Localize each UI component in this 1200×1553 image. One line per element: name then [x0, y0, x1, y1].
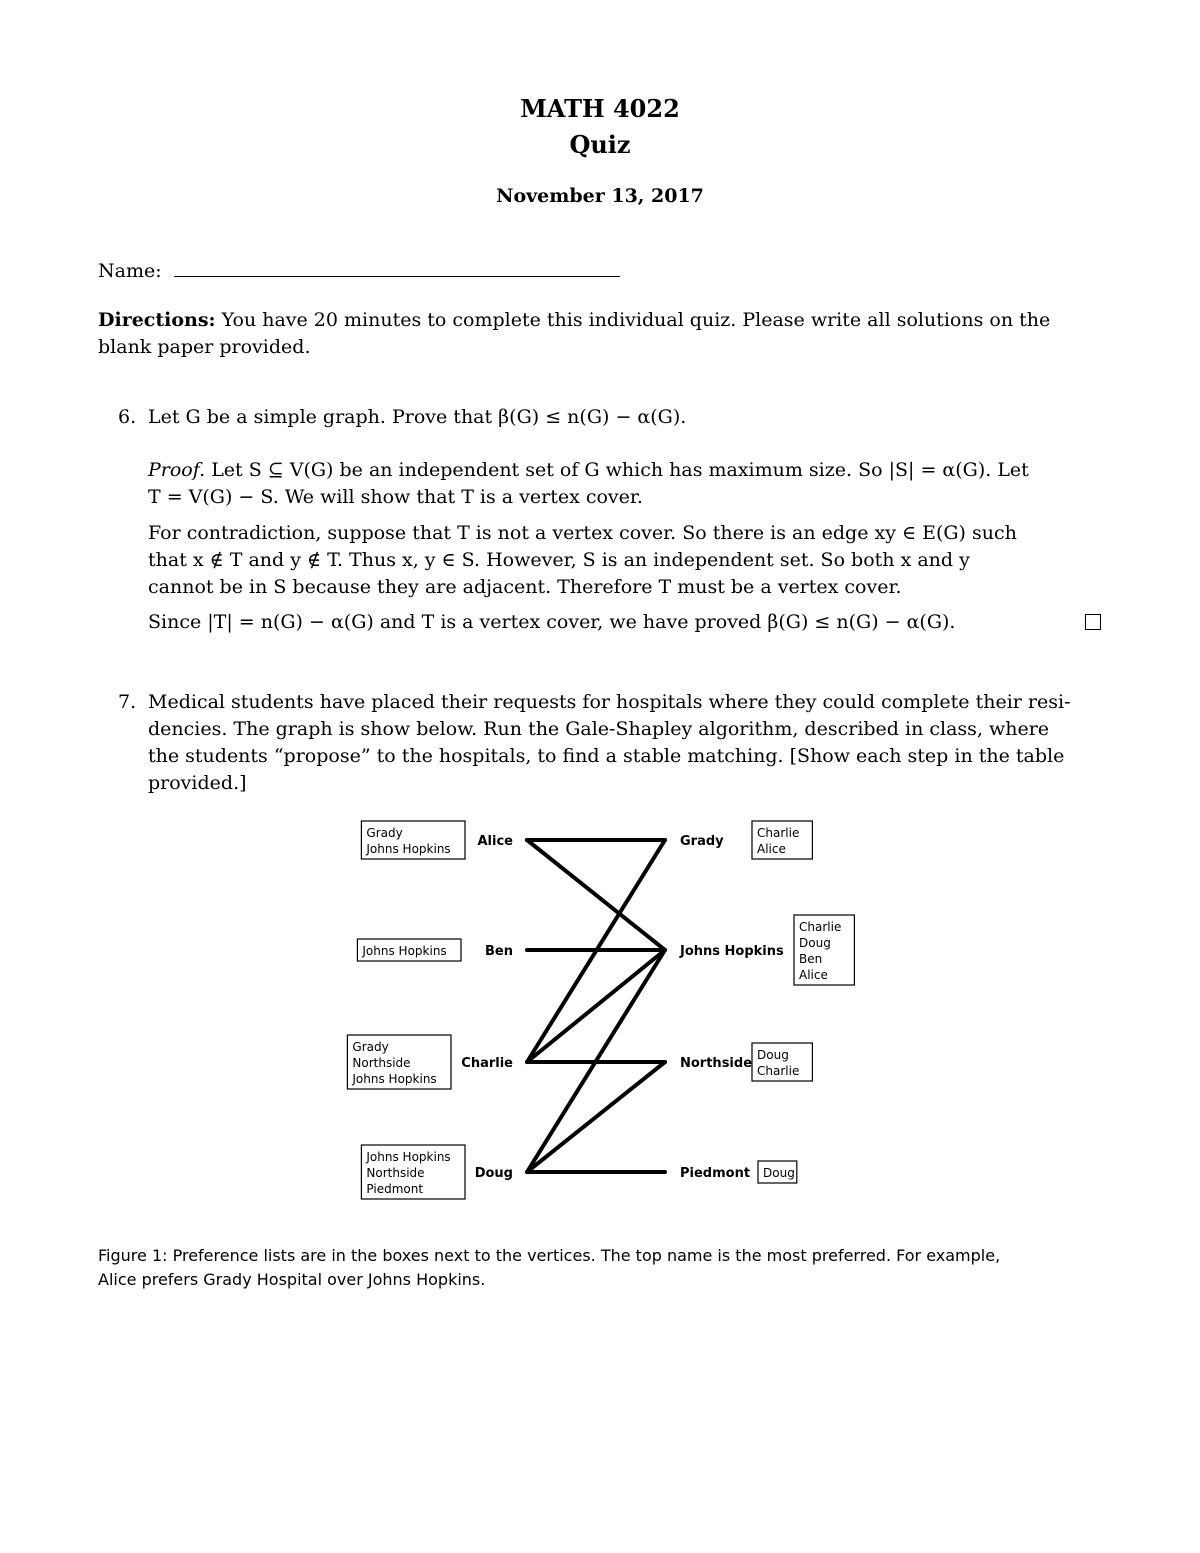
edge-charlie-johns-hopkins — [527, 950, 665, 1062]
directions-line-2: blank paper provided. — [98, 336, 311, 358]
hospital-vertex-northside: Northside — [680, 1056, 753, 1071]
hospital-vertex-johns-hopkins: Johns Hopkins — [680, 944, 784, 959]
figure-caption — [98, 1244, 1103, 1292]
pref-item: Northside — [366, 1166, 425, 1180]
pref-item: Charlie — [799, 920, 842, 934]
proof-text-1: Let S ⊆ V(G) be an independent set of G which has maximum size. So |S| = α(G). Let — [211, 459, 1029, 481]
pref-item: Charlie — [757, 826, 800, 840]
pref-box-ben — [357, 939, 461, 961]
proof-label: Proof. — [148, 459, 206, 481]
pref-item: Johns Hopkins — [362, 944, 447, 958]
pref-item: Doug — [757, 1048, 789, 1062]
directions-label: Directions: — [98, 309, 216, 331]
pref-item: Johns Hopkins — [366, 842, 451, 856]
q6-statement: Let G be a simple graph. Prove that β(G) ≤ n(G) − α(G). — [148, 406, 687, 428]
pref-item: Johns Hopkins — [366, 1150, 451, 1164]
name-label: Name: — [98, 260, 162, 282]
pref-item: Alice — [757, 842, 786, 856]
pref-box-northside — [752, 1043, 812, 1081]
proof-line-2: T = V(G) − S. We will show that T is a vertex cover. — [148, 486, 643, 508]
pref-item: Grady — [366, 826, 403, 840]
hospital-vertex-piedmont: Piedmont — [680, 1166, 751, 1181]
pref-box-alice — [361, 821, 465, 859]
pref-box-charlie — [347, 1035, 451, 1089]
proof-line-6: Since |T| = n(G) − α(G) and T is a vertex cover, we have proved β(G) ≤ n(G) − α(G). — [148, 611, 956, 633]
figure-caption-line-1: Figure 1: Preference lists are in the boxes next to the vertices. The top name is the most preferred. For example, — [98, 1246, 1001, 1265]
student-vertex-doug: Doug — [474, 1166, 513, 1181]
quiz-date: November 13, 2017 — [496, 185, 704, 207]
edge-alice-johns-hopkins — [527, 840, 665, 950]
student-vertex-charlie: Charlie — [461, 1056, 513, 1071]
edge-doug-northside — [527, 1062, 665, 1172]
q7-line-3: the students “propose” to the hospitals, to find a stable matching. [Show each step in the table — [148, 745, 1065, 767]
q7-line-1: Medical students have placed their requests for hospitals where they could complete their resi- — [148, 691, 1071, 713]
directions-text-1: You have 20 minutes to complete this individual quiz. Please write all solutions on the — [221, 309, 1051, 331]
quiz-title: Quiz — [569, 130, 631, 159]
pref-item: Johns Hopkins — [352, 1072, 437, 1086]
figure-caption-line-2: Alice prefers Grady Hospital over Johns Hopkins. — [98, 1270, 486, 1289]
student-vertex-alice: Alice — [477, 834, 513, 849]
pref-item: Charlie — [757, 1064, 800, 1078]
pref-item: Northside — [352, 1056, 411, 1070]
proof-line-3: For contradiction, suppose that T is not a vertex cover. So there is an edge xy ∈ E(G) such — [148, 522, 1017, 544]
proof-line-5: cannot be in S because they are adjacent. Therefore T must be a vertex cover. — [148, 576, 902, 598]
pref-item: Grady — [352, 1040, 389, 1054]
pref-box-doug — [361, 1145, 465, 1199]
pref-item: Doug — [763, 1166, 795, 1180]
pref-box-grady — [752, 821, 812, 859]
pref-box-johns-hopkins — [794, 915, 854, 985]
pref-box-piedmont — [758, 1161, 797, 1183]
proof-line-4: that x ∉ T and y ∉ T. Thus x, y ∈ S. However, S is an independent set. So both x and y — [148, 549, 970, 571]
pref-item: Doug — [799, 936, 831, 950]
q7-number: 7. — [118, 691, 137, 713]
q7-line-2: dencies. The graph is show below. Run the Gale-Shapley algorithm, described in class, where — [148, 718, 1050, 740]
q7-line-4: provided.] — [148, 772, 247, 794]
student-vertex-ben: Ben — [485, 944, 513, 959]
hospital-vertex-grady: Grady — [680, 834, 724, 849]
pref-item: Alice — [799, 968, 828, 982]
course-title: MATH 4022 — [520, 94, 680, 123]
pref-item: Ben — [799, 952, 823, 966]
q6-number: 6. — [118, 406, 137, 428]
pref-item: Piedmont — [366, 1182, 424, 1196]
